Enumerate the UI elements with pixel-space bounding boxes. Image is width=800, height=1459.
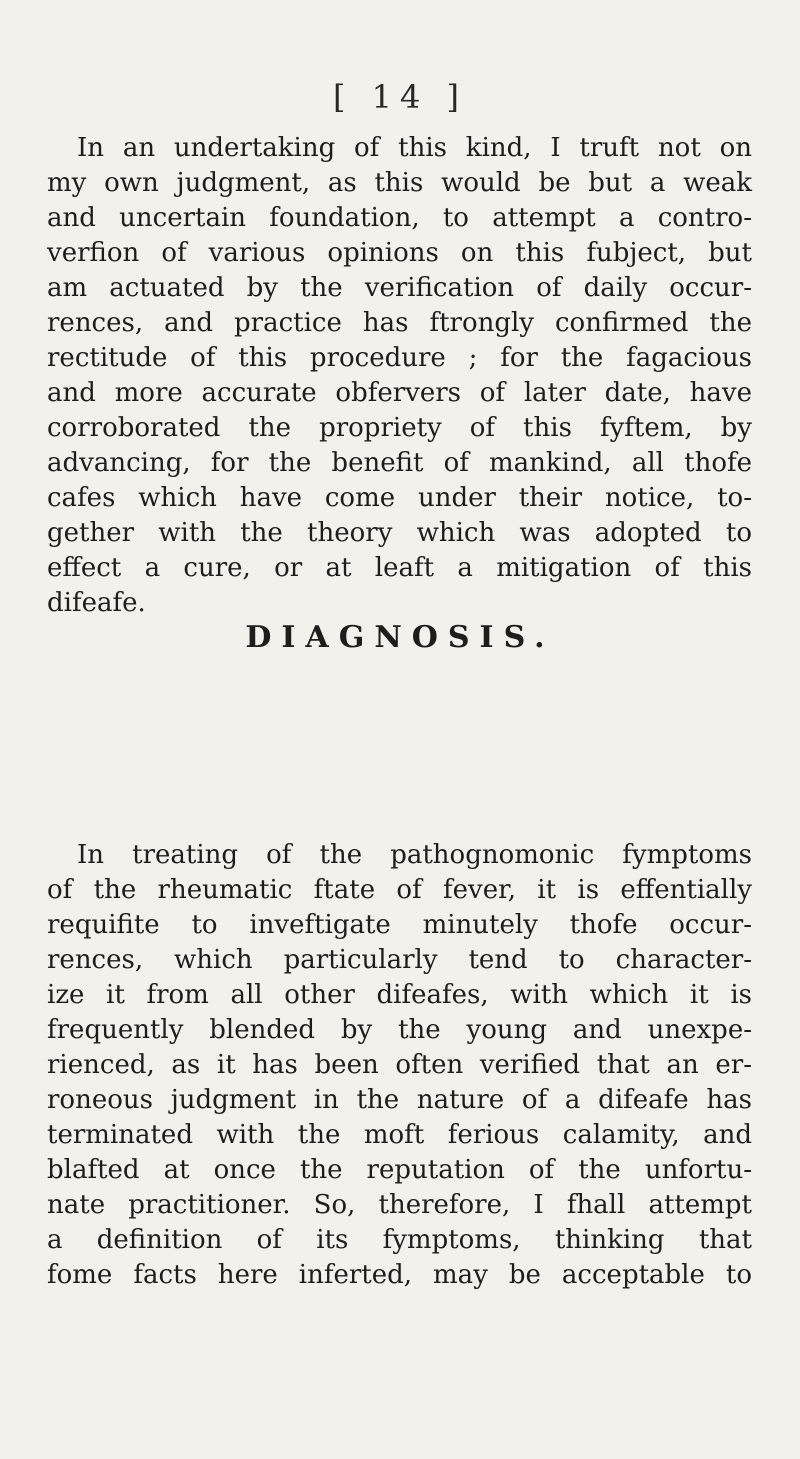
text-line: terminated with the moft ferious calamity, and bbox=[47, 1120, 752, 1150]
text-line: In an undertaking of this kind, I truft not on bbox=[77, 133, 752, 163]
section-heading: DIAGNOSIS. bbox=[245, 620, 555, 655]
text-line: In treating of the pathognomonic fymptoms bbox=[77, 840, 752, 870]
text-line: rienced, as it has been often verified that an er- bbox=[47, 1050, 752, 1080]
text-line: ize it from all other difeafes, with which it is bbox=[47, 980, 752, 1010]
text-line: and more accurate obfervers of later date, have bbox=[47, 378, 752, 408]
text-line: advancing, for the benefit of mankind, all thofe bbox=[47, 448, 752, 478]
text-line: nate practitioner. So, therefore, I fhall attempt bbox=[47, 1190, 752, 1220]
text-line: verfion of various opinions on this fubject, but bbox=[47, 238, 752, 268]
text-line: rectitude of this procedure ; for the fagacious bbox=[47, 343, 752, 373]
text-line: my own judgment, as this would be but a weak bbox=[47, 168, 752, 198]
text-line: blafted at once the reputation of the unfortu- bbox=[47, 1155, 752, 1185]
text-line: am actuated by the verification of daily occur- bbox=[47, 273, 752, 303]
text-line: of the rheumatic ftate of fever, it is effentially bbox=[47, 875, 752, 905]
text-line: corroborated the propriety of this fyftem, by bbox=[47, 413, 752, 443]
text-line: frequently blended by the young and unexpe- bbox=[47, 1015, 752, 1045]
text-line: effect a cure, or at leaft a mitigation of this bbox=[47, 553, 752, 583]
text-line: fome facts here inferted, may be acceptable to bbox=[47, 1260, 752, 1290]
text-line: rences, and practice has ftrongly confirmed the bbox=[47, 308, 752, 338]
text-line: a definition of its fymptoms, thinking that bbox=[47, 1225, 752, 1255]
text-line: requifite to inveftigate minutely thofe occur- bbox=[47, 910, 752, 940]
text-line: cafes which have come under their notice, to- bbox=[47, 483, 752, 513]
text-line: and uncertain foundation, to attempt a contro- bbox=[47, 203, 752, 233]
text-line: gether with the theory which was adopted to bbox=[47, 518, 752, 548]
text-line: roneous judgment in the nature of a difeafe has bbox=[47, 1085, 752, 1115]
page-number: [ 14 ] bbox=[332, 78, 468, 116]
text-line: difeafe. bbox=[47, 588, 146, 618]
text-line: rences, which particularly tend to character- bbox=[47, 945, 752, 975]
